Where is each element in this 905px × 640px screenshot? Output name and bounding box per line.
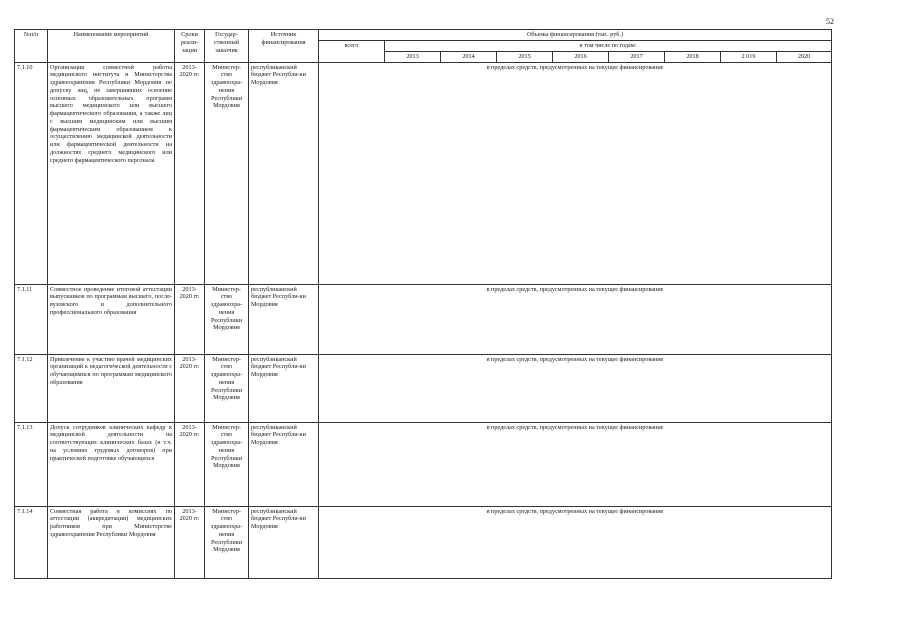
row-executor: Министер-ство здравоохра-нения Республики Мордовия — [205, 284, 249, 354]
program-table — [14, 29, 832, 579]
row-terms: 2013-2020 гг. — [175, 62, 205, 284]
row-source: республиканский бюджет Республи-ки Мордовия — [249, 422, 319, 506]
year-cell: 2 019 — [721, 51, 777, 62]
row-executor: Министер-ство здравоохра-нения Республики Мордовия — [205, 62, 249, 284]
row-num: 7.1.11 — [15, 284, 48, 354]
row-funding: в пределах средств, предусмотренных на текущее финансирование — [319, 506, 832, 578]
year-cell: 2016 — [553, 51, 609, 62]
row-name: Совместная работа в комиссиях по аттестации (аккредитации) медицинских работников при Министерстве здравоохранения Республики Мордовия — [48, 506, 175, 578]
row-source: республиканский бюджет Республи-ки Мордовия — [249, 354, 319, 422]
row-source: республиканский бюджет Республи-ки Мордовия — [249, 506, 319, 578]
table-row — [15, 354, 832, 422]
header-source: Источник финансирования — [249, 30, 319, 63]
row-terms: 2013-2020 гг. — [175, 422, 205, 506]
row-source: республиканский бюджет Республи-ки Мордовия — [249, 62, 319, 284]
page-number: 52 — [826, 17, 834, 26]
year-cell: 2017 — [609, 51, 665, 62]
row-name: Совместное проведение итоговой аттестации выпускников по программам высшего, после-вузовского и дополнительного профессионального образования — [48, 284, 175, 354]
row-funding: в пределах средств, предусмотренных на текущее финансирование — [319, 62, 832, 284]
table-row — [15, 422, 832, 506]
row-source: республиканский бюджет Республи-ки Мордовия — [249, 284, 319, 354]
header-row — [15, 30, 832, 41]
row-name: Привлечение к участию врачей медицинских организаций к педагогической деятельности с обучающимися по программам медицинского образования — [48, 354, 175, 422]
table-row — [15, 284, 832, 354]
row-funding: в пределах средств, предусмотренных на текущее финансирование — [319, 422, 832, 506]
row-name: Организация совместной работы медицинского института и Министерства здравоохранения Республики Мордовия по допуску лиц, не завершивших освоение основных образовательных программ высшего медицинского или высшего фармацевтического образования, а также лиц с высшим медицинским или высшим фармацевтическим образованием к осуществлению медицинской деятельности или фармацевтической деятельности на должностях среднего медицинского или среднего фармацевтического персонала — [48, 62, 175, 284]
header-funding: Объемы финансирования (тыс. руб.) — [319, 30, 832, 41]
row-num: 7.1.14 — [15, 506, 48, 578]
row-funding: в пределах средств, предусмотренных на текущее финансирование — [319, 354, 832, 422]
row-executor: Министер-ство здравоохра-нения Республики Мордовия — [205, 506, 249, 578]
year-cell: 2014 — [441, 51, 497, 62]
row-name: Допуск сотрудников клинических кафедр к медицинской деятельности на соответствующих клинических базах (в т.ч. на условиях трудовых договоров) при практической подготовке обучающихся — [48, 422, 175, 506]
row-num: 7.1.12 — [15, 354, 48, 422]
row-terms: 2013-2020 гг. — [175, 354, 205, 422]
header-terms: Сроки реали-зации — [175, 30, 205, 63]
year-cell: 2013 — [385, 51, 441, 62]
year-cell: 2015 — [497, 51, 553, 62]
row-executor: Министер-ство здравоохра-нения Республики Мордовия — [205, 354, 249, 422]
header-executor: Государ-ственный заказчик — [205, 30, 249, 63]
table-row — [15, 506, 832, 578]
row-executor: Министер-ство здравоохра-нения Республики Мордовия — [205, 422, 249, 506]
table-row — [15, 62, 832, 284]
row-num: 7.1.10 — [15, 62, 48, 284]
header-num: №п/п — [15, 30, 48, 63]
row-terms: 2013-2020 гг. — [175, 284, 205, 354]
row-terms: 2013-2020 гг. — [175, 506, 205, 578]
header-name: Наименование мероприятий — [48, 30, 175, 63]
header-total: всего — [319, 40, 385, 62]
row-num: 7.1.13 — [15, 422, 48, 506]
row-funding: в пределах средств, предусмотренных на текущее финансирование — [319, 284, 832, 354]
header-by-years: в том числе по годам: — [385, 40, 832, 51]
year-cell: 2018 — [665, 51, 721, 62]
year-cell: 2020 — [777, 51, 832, 62]
